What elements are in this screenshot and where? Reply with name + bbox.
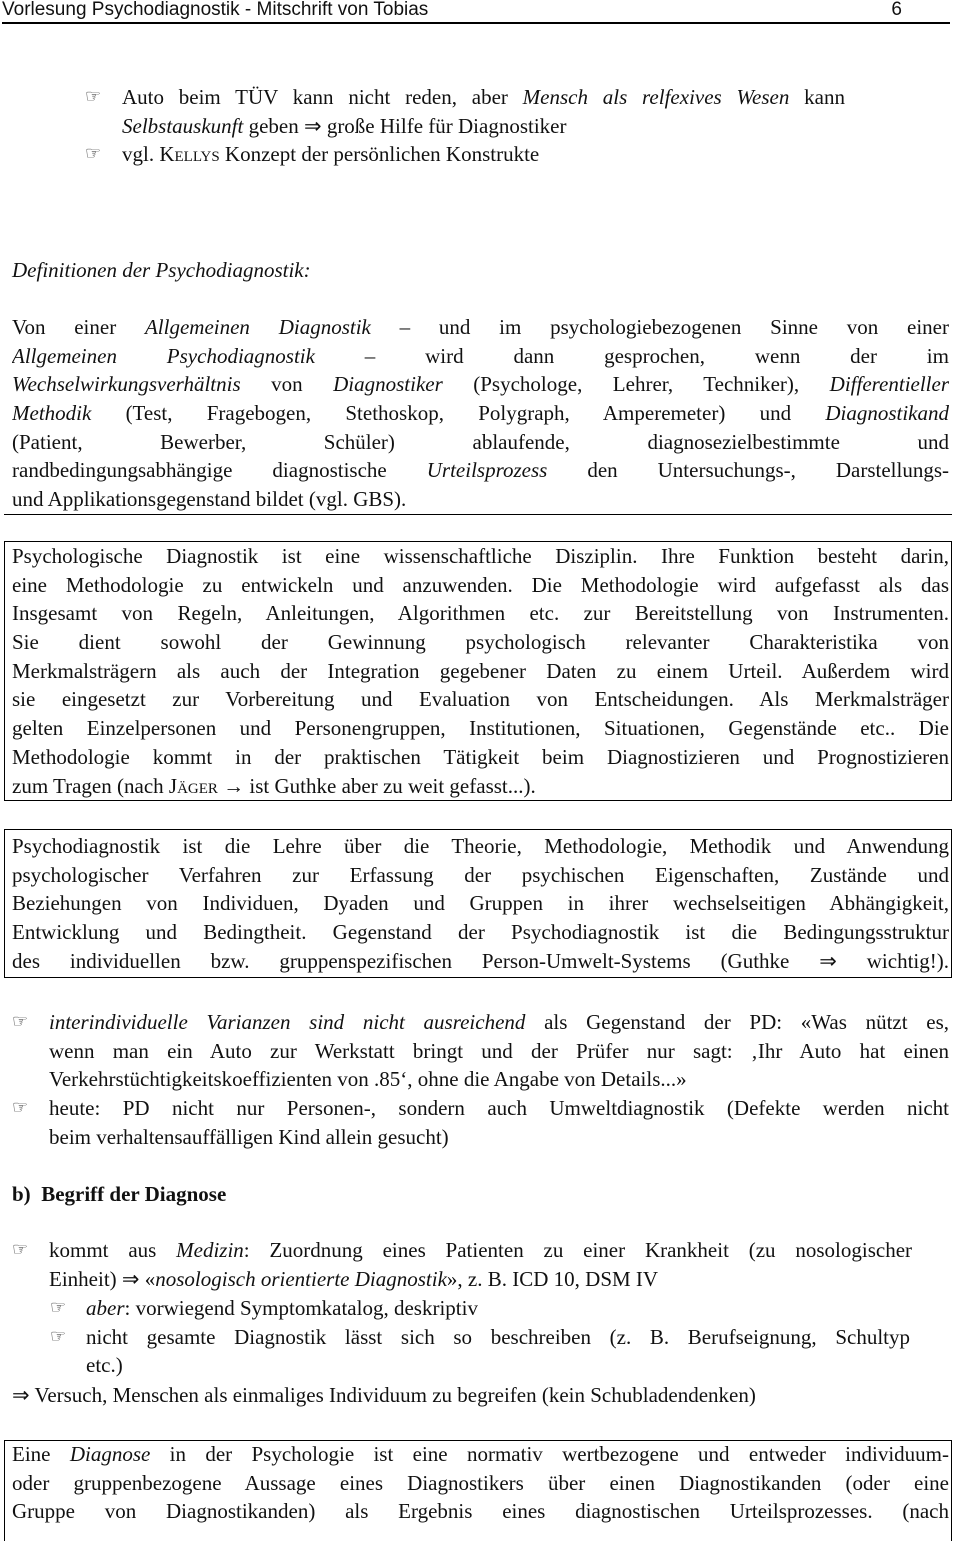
text-line	[49, 1236, 912, 1265]
pointing-hand-icon: ☞	[50, 1325, 67, 1347]
text-line	[49, 1094, 949, 1123]
text-line	[12, 342, 949, 371]
text-segment: den Untersuchungs-, Darstellungs-	[547, 458, 949, 483]
text-segment: Kellys	[159, 142, 220, 167]
text-segment: oder gruppenbezogene Aussage eines Diagnostikers über einen Diagnostikanden (oder eine	[12, 1470, 949, 1495]
text-line	[12, 714, 949, 743]
text-segment: aber	[86, 1296, 125, 1320]
text-line	[49, 1037, 949, 1066]
section-title: Begriff der Diagnose	[41, 1182, 227, 1206]
text-segment: Psychodiagnostik ist die Lehre über die Theorie, Methodologie, Methodik und Anwendung	[12, 834, 949, 858]
text-line	[49, 1065, 949, 1094]
text-line	[49, 1123, 949, 1152]
text-line	[122, 83, 845, 112]
text-segment: nicht gesamte Diagnostik lässt sich so beschreiben (z. B. Berufseignung, Schultyp	[86, 1324, 910, 1349]
text-segment: (Psychologe, Lehrer, Techniker),	[442, 372, 830, 397]
section-b-heading	[12, 1180, 226, 1209]
text-segment: », z. B. ICD 10, DSM IV	[446, 1266, 659, 1291]
header-title: Vorlesung Psychodiagnostik - Mitschrift von Tobias	[2, 0, 429, 20]
text-segment: nosologisch orientierte Diagnostik	[155, 1266, 447, 1291]
text-segment: kommt aus	[49, 1238, 177, 1262]
text-segment: Medizin	[176, 1238, 244, 1262]
text-line	[12, 657, 949, 686]
list-item	[12, 1094, 949, 1151]
text-segment: (Test, Fragebogen, Stethoskop, Polygraph, Amperemeter) und	[91, 401, 826, 426]
text-segment: in der Psychologie ist eine normativ wertbezogene und entweder individuum-	[150, 1442, 949, 1466]
list-item	[50, 1323, 910, 1380]
text-segment: : Zuordnung eines Patienten zu einer Krankheit (zu nosologischer	[243, 1238, 912, 1262]
text-line	[12, 399, 949, 428]
text-line	[12, 832, 949, 861]
text-segment: Psychologische Diagnostik ist eine wissenschaftliche Disziplin. Ihre Funktion besteht darin,	[12, 544, 949, 568]
sub-bullets	[50, 1294, 910, 1380]
list-item	[12, 1236, 912, 1293]
text-line	[12, 370, 949, 399]
pointing-hand-icon: ☞	[50, 1297, 67, 1318]
text-line	[12, 889, 949, 918]
text-segment: sie eingesetzt zur Vorbereitung und Evaluation von Entscheidungen. Als Merkmalsträger	[12, 687, 949, 712]
text-segment: wenn man ein Auto zur Werkstatt bringt und der Prüfer nur sagt: ‚Ihr Auto hat einen	[49, 1038, 949, 1063]
pointing-hand-icon: ☞	[85, 143, 102, 165]
text-segment: Gruppe von Diagnostikanden) als Ergebnis eines diagnostischen Urteilsprozesses. (nach	[12, 1499, 949, 1524]
definitions-heading	[12, 256, 311, 285]
list-item	[85, 83, 845, 140]
text-segment: – und im psychologiebezogenen Sinne von einer	[370, 315, 949, 339]
text-segment: als Gegenstand der PD: «Was nützt es,	[525, 1010, 949, 1034]
heading-text: Definitionen der Psychodiagnostik:	[12, 258, 311, 282]
pointing-hand-icon: ☞	[12, 1097, 29, 1119]
page-header	[2, 0, 950, 24]
text-segment: geben ⇒ große Hilfe für Diagnostiker	[243, 113, 567, 138]
text-segment: interindividuelle Varianzen sind nicht ausreichend	[49, 1010, 526, 1034]
text-line	[12, 1440, 949, 1469]
text-line	[12, 628, 949, 657]
intro-bullets	[85, 83, 845, 169]
text-segment: Allgemeinen Psychodiagnostik	[12, 343, 315, 368]
text-line	[12, 599, 949, 628]
text-segment: Beziehungen von Individuen, Dyaden und Gruppen in ihrer wechselseitigen Abhängigkeit,	[12, 891, 949, 916]
definition-paragraph-1	[12, 313, 949, 514]
text-segment: beim verhaltensauffälligen Kind allein gesucht)	[49, 1124, 449, 1149]
text-segment: Merkmalsträgern als auch der Integration gegebener Daten zu einem Urteil. Außerdem wird	[12, 658, 949, 683]
text-segment: Verkehrstüchtigkeitskoeffizienten von .85‘, ohne die Angabe von Details...»	[49, 1067, 687, 1092]
divider	[4, 514, 952, 515]
conclusion	[12, 1381, 756, 1410]
text-segment: Von einer	[12, 315, 145, 339]
text-segment: und Applikationsgegenstand bildet (vgl. GBS).	[12, 487, 407, 512]
text-segment: zum Tragen (nach	[12, 773, 169, 798]
text-segment: Diagnostikand	[825, 401, 949, 426]
text-line	[12, 428, 949, 457]
text-segment: gelten Einzelpersonen und Personengruppen, Institutionen, Situationen, Gegenstände etc.. Die	[12, 716, 949, 741]
text-segment: Jäger	[168, 773, 218, 798]
text-line	[86, 1294, 910, 1323]
text-segment: von	[240, 372, 334, 397]
text-segment: (Patient, Bewerber, Schüler) ablaufende, diagnosezielbestimmte und	[12, 429, 949, 454]
text-segment: Konzept der persönlichen Konstrukte	[219, 142, 540, 167]
text-segment: Diagnose	[69, 1442, 151, 1466]
text-segment: randbedingungsabhängige diagnostische	[12, 458, 427, 483]
text-line	[12, 485, 949, 514]
text-line	[12, 743, 949, 772]
text-line	[12, 1469, 949, 1498]
text-line	[12, 772, 949, 801]
list-item	[50, 1294, 910, 1323]
text-segment: Sie dient sowohl der Gewinnung psychologisch relevanter Charakteristika von	[12, 630, 949, 655]
text-segment: Differentieller	[829, 372, 949, 397]
text-segment: : vorwiegend Symptomkatalog, deskriptiv	[124, 1296, 478, 1320]
section-label: b)	[12, 1182, 31, 1206]
bullets-variance	[12, 1008, 949, 1151]
text-line	[12, 542, 949, 571]
text-segment: vgl.	[122, 142, 160, 167]
list-item	[85, 140, 845, 169]
text-segment: – wird dann gesprochen, wenn der im	[314, 343, 949, 368]
implies-icon: ⇒	[12, 1383, 30, 1407]
text-line	[12, 571, 949, 600]
text-line	[86, 1351, 910, 1380]
text-segment: heute: PD nicht nur Personen-, sondern auch Umweltdiagnostik (Defekte werden nicht	[49, 1096, 949, 1121]
page-number: 6	[891, 0, 902, 20]
text-segment: Mensch als relfexives Wesen	[522, 85, 790, 109]
definition-paragraph-4	[12, 1440, 949, 1526]
conclusion-text: Versuch, Menschen als einmaliges Individuum zu begreifen (kein Schubladendenken)	[34, 1383, 756, 1407]
text-segment: Allgemeinen Diagnostik	[144, 315, 371, 339]
text-segment: kann	[789, 85, 845, 109]
text-segment: eine Methodologie zu entwickeln und anzuwenden. Die Methodologie wird aufgefasst als das	[12, 572, 949, 597]
text-line	[49, 1008, 949, 1037]
text-segment: des individuellen bzw. gruppenspezifischen Person-Umwelt-Systems (Guthke ⇒ wichtig!).	[12, 948, 949, 973]
text-line	[12, 685, 949, 714]
text-line	[122, 112, 845, 141]
list-item	[12, 1008, 949, 1094]
text-segment: Auto beim TÜV kann nicht reden, aber	[122, 85, 523, 109]
pointing-hand-icon: ☞	[85, 86, 102, 107]
definition-paragraph-3	[12, 832, 949, 975]
text-line	[86, 1323, 910, 1352]
text-segment: Entwicklung und Bedingtheit. Gegenstand der Psychodiagnostik ist die Bedingungsstruktur	[12, 920, 949, 945]
text-line	[12, 918, 949, 947]
text-segment: Insgesamt von Regeln, Anleitungen, Algorithmen etc. zur Bereitstellung von Instrumenten.	[12, 601, 949, 626]
text-line	[12, 861, 949, 890]
definition-paragraph-2	[12, 542, 949, 800]
text-segment: Urteilsprozess	[426, 458, 548, 483]
text-segment: Diagnostiker	[333, 372, 443, 397]
text-segment: etc.)	[86, 1353, 123, 1378]
text-line	[12, 313, 949, 342]
text-segment: Einheit) ⇒ «	[49, 1266, 156, 1291]
text-line	[12, 947, 949, 976]
text-segment: Selbstauskunft	[122, 113, 244, 138]
pointing-hand-icon: ☞	[12, 1011, 29, 1032]
text-segment: Eine	[12, 1442, 70, 1466]
text-segment: Wechselwirkungsverhältnis	[12, 372, 241, 397]
text-segment: → ist Guthke aber zu weit gefasst...).	[217, 773, 536, 798]
text-segment: Methodik	[12, 401, 92, 426]
text-line	[49, 1265, 912, 1294]
bullets-diagnose	[12, 1236, 912, 1293]
text-segment: Methodologie kommt in der praktischen Tätigkeit beim Diagnostizieren und Prognostizieren	[12, 744, 949, 769]
pointing-hand-icon: ☞	[12, 1239, 29, 1260]
text-line	[12, 1497, 949, 1526]
text-line	[12, 456, 949, 485]
text-line	[122, 140, 845, 169]
text-segment: psychologischer Verfahren zur Erfassung der psychischen Eigenschaften, Zustände und	[12, 862, 949, 887]
